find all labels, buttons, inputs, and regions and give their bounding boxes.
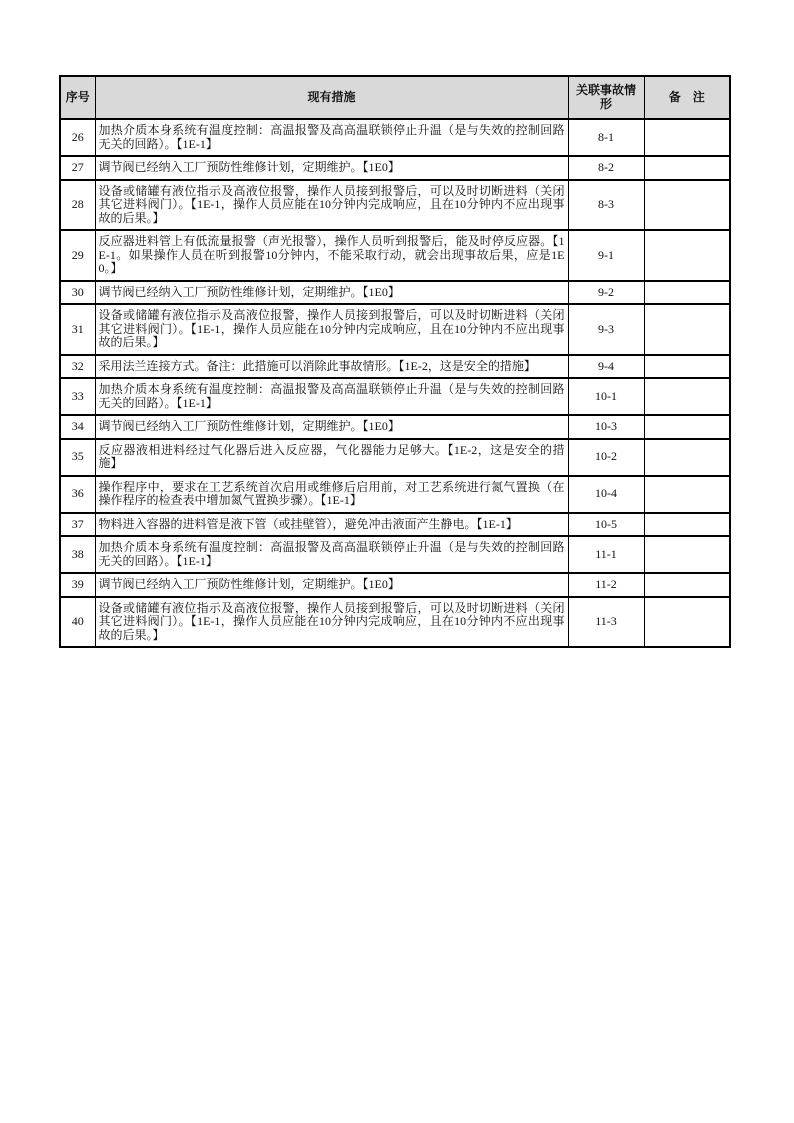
- table-row: [60, 378, 730, 415]
- scenario-cell: 9-2: [568, 281, 644, 305]
- row-number: 36: [60, 476, 95, 513]
- scenario-cell: 8-1: [568, 119, 644, 156]
- scenario-cell: 8-2: [568, 156, 644, 180]
- col-header-measure: 现有措施: [95, 76, 568, 119]
- measures-table: [59, 75, 731, 648]
- measure-cell: 操作程序中，要求在工艺系统首次启用或维修后启用前，对工艺系统进行氮气置换（在操作程序的检查表中增加氮气置换步骤）。【1E-1】: [95, 476, 568, 513]
- table-row: [60, 355, 730, 379]
- remark-cell: [644, 156, 730, 180]
- row-number: 33: [60, 378, 95, 415]
- measure-cell: 采用法兰连接方式。备注：此措施可以消除此事故情形。【1E-2，这是安全的措施】: [95, 355, 568, 379]
- measure-cell: 调节阀已经纳入工厂预防性维修计划，定期维护。【1E0】: [95, 415, 568, 439]
- measure-cell: 设备或储罐有液位指示及高液位报警，操作人员接到报警后，可以及时切断进料（关闭其它进料阀门）。【1E-1，操作人员应能在10分钟内完成响应，且在10分钟内不应出现事故的后果。】: [95, 597, 568, 648]
- col-header-number: 序号: [60, 76, 95, 119]
- measure-cell: 物料进入容器的进料管是液下管（或挂壁管），避免冲击液面产生静电。【1E-1】: [95, 513, 568, 537]
- row-number: 34: [60, 415, 95, 439]
- scenario-cell: 10-5: [568, 513, 644, 537]
- table-row: [60, 281, 730, 305]
- row-number: 28: [60, 180, 95, 231]
- remark-cell: [644, 355, 730, 379]
- measure-cell: 反应器进料管上有低流量报警（声光报警），操作人员听到报警后，能及时停反应器。【1E-1。如果操作人员在听到报警10分钟内，不能采取行动，就会出现事故后果，应是1E0。】: [95, 230, 568, 281]
- scenario-cell: 10-1: [568, 378, 644, 415]
- measure-cell: 设备或储罐有液位指示及高液位报警，操作人员接到报警后，可以及时切断进料（关闭其它进料阀门）。【1E-1，操作人员应能在10分钟内完成响应，且在10分钟内不应出现事故的后果。】: [95, 304, 568, 355]
- scenario-cell: 8-3: [568, 180, 644, 231]
- col-header-scenario: 关联事故情形: [568, 76, 644, 119]
- remark-cell: [644, 304, 730, 355]
- scenario-cell: 11-1: [568, 536, 644, 573]
- scenario-cell: 10-2: [568, 439, 644, 476]
- scenario-cell: 9-1: [568, 230, 644, 281]
- row-number: 40: [60, 597, 95, 648]
- measure-cell: 调节阀已经纳入工厂预防性维修计划，定期维护。【1E0】: [95, 573, 568, 597]
- table-row: [60, 573, 730, 597]
- remark-cell: [644, 281, 730, 305]
- table-row: [60, 439, 730, 476]
- table-row: [60, 597, 730, 648]
- row-number: 27: [60, 156, 95, 180]
- row-number: 31: [60, 304, 95, 355]
- row-number: 35: [60, 439, 95, 476]
- scenario-cell: 10-3: [568, 415, 644, 439]
- scenario-cell: 9-3: [568, 304, 644, 355]
- row-number: 37: [60, 513, 95, 537]
- remark-cell: [644, 476, 730, 513]
- scenario-cell: 10-4: [568, 476, 644, 513]
- remark-cell: [644, 119, 730, 156]
- table-row: [60, 536, 730, 573]
- table-row: [60, 513, 730, 537]
- table-row: [60, 230, 730, 281]
- table-row: [60, 119, 730, 156]
- scenario-cell: 11-3: [568, 597, 644, 648]
- measure-cell: 调节阀已经纳入工厂预防性维修计划，定期维护。【1E0】: [95, 156, 568, 180]
- col-header-remark: 备 注: [644, 76, 730, 119]
- row-number: 39: [60, 573, 95, 597]
- remark-cell: [644, 439, 730, 476]
- row-number: 32: [60, 355, 95, 379]
- scenario-cell: 11-2: [568, 573, 644, 597]
- table-row: [60, 415, 730, 439]
- measure-cell: 加热介质本身系统有温度控制：高温报警及高高温联锁停止升温（是与失效的控制回路无关的回路）。【1E-1】: [95, 536, 568, 573]
- measure-cell: 调节阀已经纳入工厂预防性维修计划，定期维护。【1E0】: [95, 281, 568, 305]
- remark-cell: [644, 536, 730, 573]
- row-number: 38: [60, 536, 95, 573]
- remark-cell: [644, 415, 730, 439]
- measure-cell: 设备或储罐有液位指示及高液位报警，操作人员接到报警后，可以及时切断进料（关闭其它进料阀门）。【1E-1，操作人员应能在10分钟内完成响应，且在10分钟内不应出现事故的后果。】: [95, 180, 568, 231]
- scenario-cell: 9-4: [568, 355, 644, 379]
- table-row: [60, 304, 730, 355]
- remark-cell: [644, 180, 730, 231]
- remark-cell: [644, 513, 730, 537]
- remark-cell: [644, 378, 730, 415]
- measure-cell: 加热介质本身系统有温度控制：高温报警及高高温联锁停止升温（是与失效的控制回路无关的回路）。【1E-1】: [95, 378, 568, 415]
- row-number: 26: [60, 119, 95, 156]
- measure-cell: 反应器液相进料经过气化器后进入反应器，气化器能力足够大。【1E-2，这是安全的措施】: [95, 439, 568, 476]
- remark-cell: [644, 573, 730, 597]
- remark-cell: [644, 230, 730, 281]
- table-header-row: [60, 76, 730, 119]
- row-number: 30: [60, 281, 95, 305]
- row-number: 29: [60, 230, 95, 281]
- table-row: [60, 156, 730, 180]
- table-row: [60, 180, 730, 231]
- remark-cell: [644, 597, 730, 648]
- table-row: [60, 476, 730, 513]
- measure-cell: 加热介质本身系统有温度控制：高温报警及高高温联锁停止升温（是与失效的控制回路无关的回路）。【1E-1】: [95, 119, 568, 156]
